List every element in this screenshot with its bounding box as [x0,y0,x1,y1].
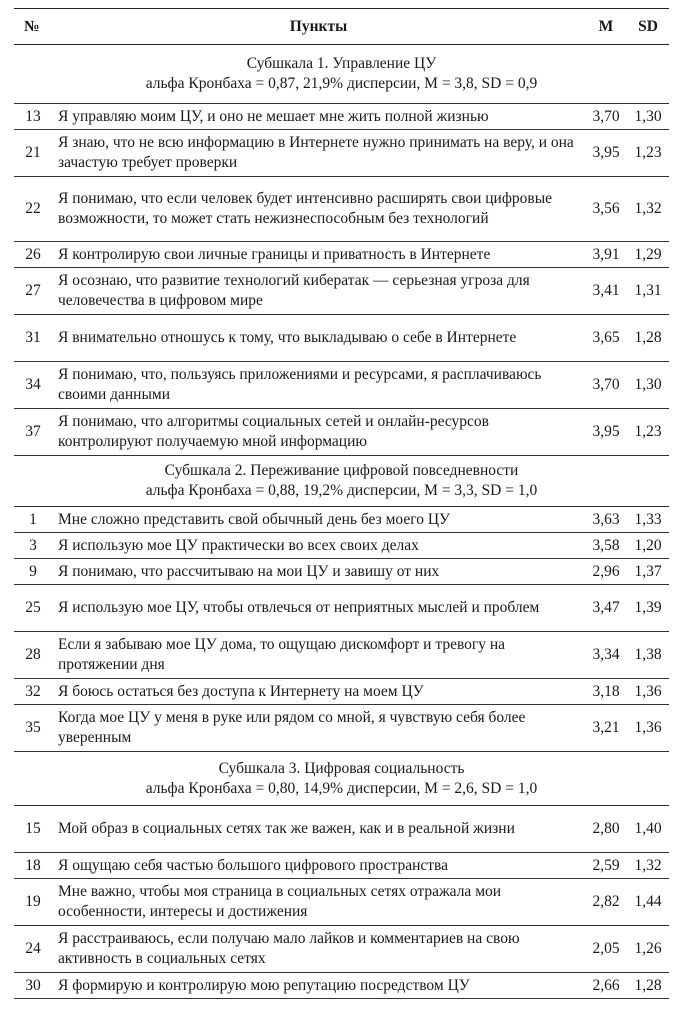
header-mean: M [585,9,627,45]
item-mean: 3,91 [585,242,627,268]
subscale-title: Субшкала 3. Цифровая социальность [218,759,465,777]
item-mean: 3,70 [585,362,627,409]
item-sd: 1,29 [627,242,669,268]
item-number: 31 [14,315,52,362]
table-row [14,585,669,632]
item-mean: 3,95 [585,130,627,177]
table-row [14,632,669,679]
subscale-stats: альфа Кронбаха = 0,88, 19,2% дисперсии, M = 3,3, SD = 1,0 [145,482,538,499]
header-number: № [14,9,52,45]
item-sd: 1,30 [627,104,669,130]
item-mean: 3,47 [585,585,627,632]
subscale-header [14,752,669,806]
item-sd: 1,23 [627,409,669,456]
item-sd: 1,32 [627,853,669,879]
table-row [14,533,669,559]
item-text: Мне важно, чтобы моя страница в социальных сетях отражала мои особенности, интересы и достижения [52,879,585,926]
item-mean: 2,66 [585,973,627,999]
item-sd: 1,28 [627,973,669,999]
table-row [14,362,669,409]
item-text: Я формирую и контролирую мою репутацию посредством ЦУ [52,973,585,999]
item-mean: 3,18 [585,679,627,705]
item-number: 28 [14,632,52,679]
item-sd: 1,40 [627,806,669,853]
item-sd: 1,33 [627,507,669,533]
item-text: Я ощущаю себя частью большого цифрового пространства [52,853,585,879]
items-table [14,8,669,999]
table-row [14,104,669,130]
item-sd: 1,36 [627,679,669,705]
table-header-row [14,9,669,45]
table-row [14,879,669,926]
item-number: 24 [14,926,52,973]
item-mean: 2,96 [585,559,627,585]
subscale-title: Субшкала 1. Управление ЦУ [246,55,437,72]
item-number: 26 [14,242,52,268]
table-row [14,409,669,456]
item-sd: 1,20 [627,533,669,559]
table-row [14,507,669,533]
item-number: 27 [14,268,52,315]
item-number: 37 [14,409,52,456]
item-sd: 1,36 [627,705,669,752]
item-mean: 3,56 [585,177,627,242]
item-sd: 1,32 [627,177,669,242]
item-mean: 3,65 [585,315,627,362]
item-mean: 3,41 [585,268,627,315]
table-row [14,130,669,177]
item-sd: 1,30 [627,362,669,409]
table-row [14,315,669,362]
item-sd: 1,38 [627,632,669,679]
item-text: Я знаю, что не всю информацию в Интернете нужно принимать на веру, и она зачастую требует проверки [52,130,585,177]
item-sd: 1,44 [627,879,669,926]
subscale-stats: альфа Кронбаха = 0,87, 21,9% дисперсии, M = 3,8, SD = 0,9 [145,75,538,92]
item-number: 9 [14,559,52,585]
item-number: 30 [14,973,52,999]
table-row [14,973,669,999]
subscale-stats: альфа Кронбаха = 0,80, 14,9% дисперсии, M = 2,6, SD = 1,0 [145,779,538,797]
item-mean: 3,70 [585,104,627,130]
item-number: 25 [14,585,52,632]
item-number: 35 [14,705,52,752]
item-text: Я использую мое ЦУ практически во всех своих делах [52,533,585,559]
subscale-cell [14,45,669,104]
item-text: Я понимаю, что рассчитываю на мои ЦУ и завишу от них [52,559,585,585]
table-row [14,926,669,973]
item-text: Я боюсь остаться без доступа к Интернету на моем ЦУ [52,679,585,705]
subscale-header [14,456,669,507]
item-number: 18 [14,853,52,879]
item-text: Мне сложно представить свой обычный день без моего ЦУ [52,507,585,533]
subscale-cell [14,752,669,806]
item-sd: 1,28 [627,315,669,362]
subscale-header [14,45,669,104]
item-mean: 2,59 [585,853,627,879]
item-text: Я осознаю, что развитие технологий кибератак — серьезная угроза для человечества в цифровом мире [52,268,585,315]
item-text: Я управляю моим ЦУ, и оно не мешает мне жить полной жизнью [52,104,585,130]
item-mean: 3,63 [585,507,627,533]
item-sd: 1,31 [627,268,669,315]
item-mean: 3,21 [585,705,627,752]
item-text: Я понимаю, что если человек будет интенсивно расширять свои цифровые возможности, то может стать нежизнеспособным без технологий [52,177,585,242]
item-text: Когда мое ЦУ у меня в руке или рядом со мной, я чувствую себя более уверенным [52,705,585,752]
item-text: Я расстраиваюсь, если получаю мало лайков и комментариев на свою активность в социальных сетях [52,926,585,973]
table-row [14,705,669,752]
item-sd: 1,26 [627,926,669,973]
item-mean: 2,05 [585,926,627,973]
item-sd: 1,39 [627,585,669,632]
item-mean: 3,34 [585,632,627,679]
item-number: 32 [14,679,52,705]
table-row [14,242,669,268]
header-sd: SD [627,9,669,45]
table-row [14,853,669,879]
header-items: Пункты [52,9,585,45]
item-text: Я понимаю, что, пользуясь приложениями и ресурсами, я расплачиваюсь своими данными [52,362,585,409]
item-text: Мой образ в социальных сетях так же важен, как и в реальной жизни [52,806,585,853]
item-number: 21 [14,130,52,177]
item-text: Я использую мое ЦУ, чтобы отвлечься от неприятных мыслей и проблем [52,585,585,632]
item-text: Если я забываю мое ЦУ дома, то ощущаю дискомфорт и тревогу на протяжении дня [52,632,585,679]
subscale-title: Субшкала 2. Переживание цифровой повседневности [164,462,519,479]
item-number: 1 [14,507,52,533]
item-text: Я контролирую свои личные границы и приватность в Интернете [52,242,585,268]
item-number: 19 [14,879,52,926]
item-number: 22 [14,177,52,242]
table-row [14,559,669,585]
item-number: 13 [14,104,52,130]
table-row [14,268,669,315]
item-text: Я понимаю, что алгоритмы социальных сетей и онлайн-ресурсов контролируют получаемую мной информацию [52,409,585,456]
item-mean: 2,82 [585,879,627,926]
item-number: 15 [14,806,52,853]
item-sd: 1,37 [627,559,669,585]
item-mean: 3,58 [585,533,627,559]
item-number: 3 [14,533,52,559]
item-text: Я внимательно отношусь к тому, что выкладываю о себе в Интернете [52,315,585,362]
item-sd: 1,23 [627,130,669,177]
item-mean: 3,95 [585,409,627,456]
table-row [14,806,669,853]
table-row [14,679,669,705]
item-mean: 2,80 [585,806,627,853]
table-row [14,177,669,242]
item-number: 34 [14,362,52,409]
subscale-cell [14,456,669,507]
